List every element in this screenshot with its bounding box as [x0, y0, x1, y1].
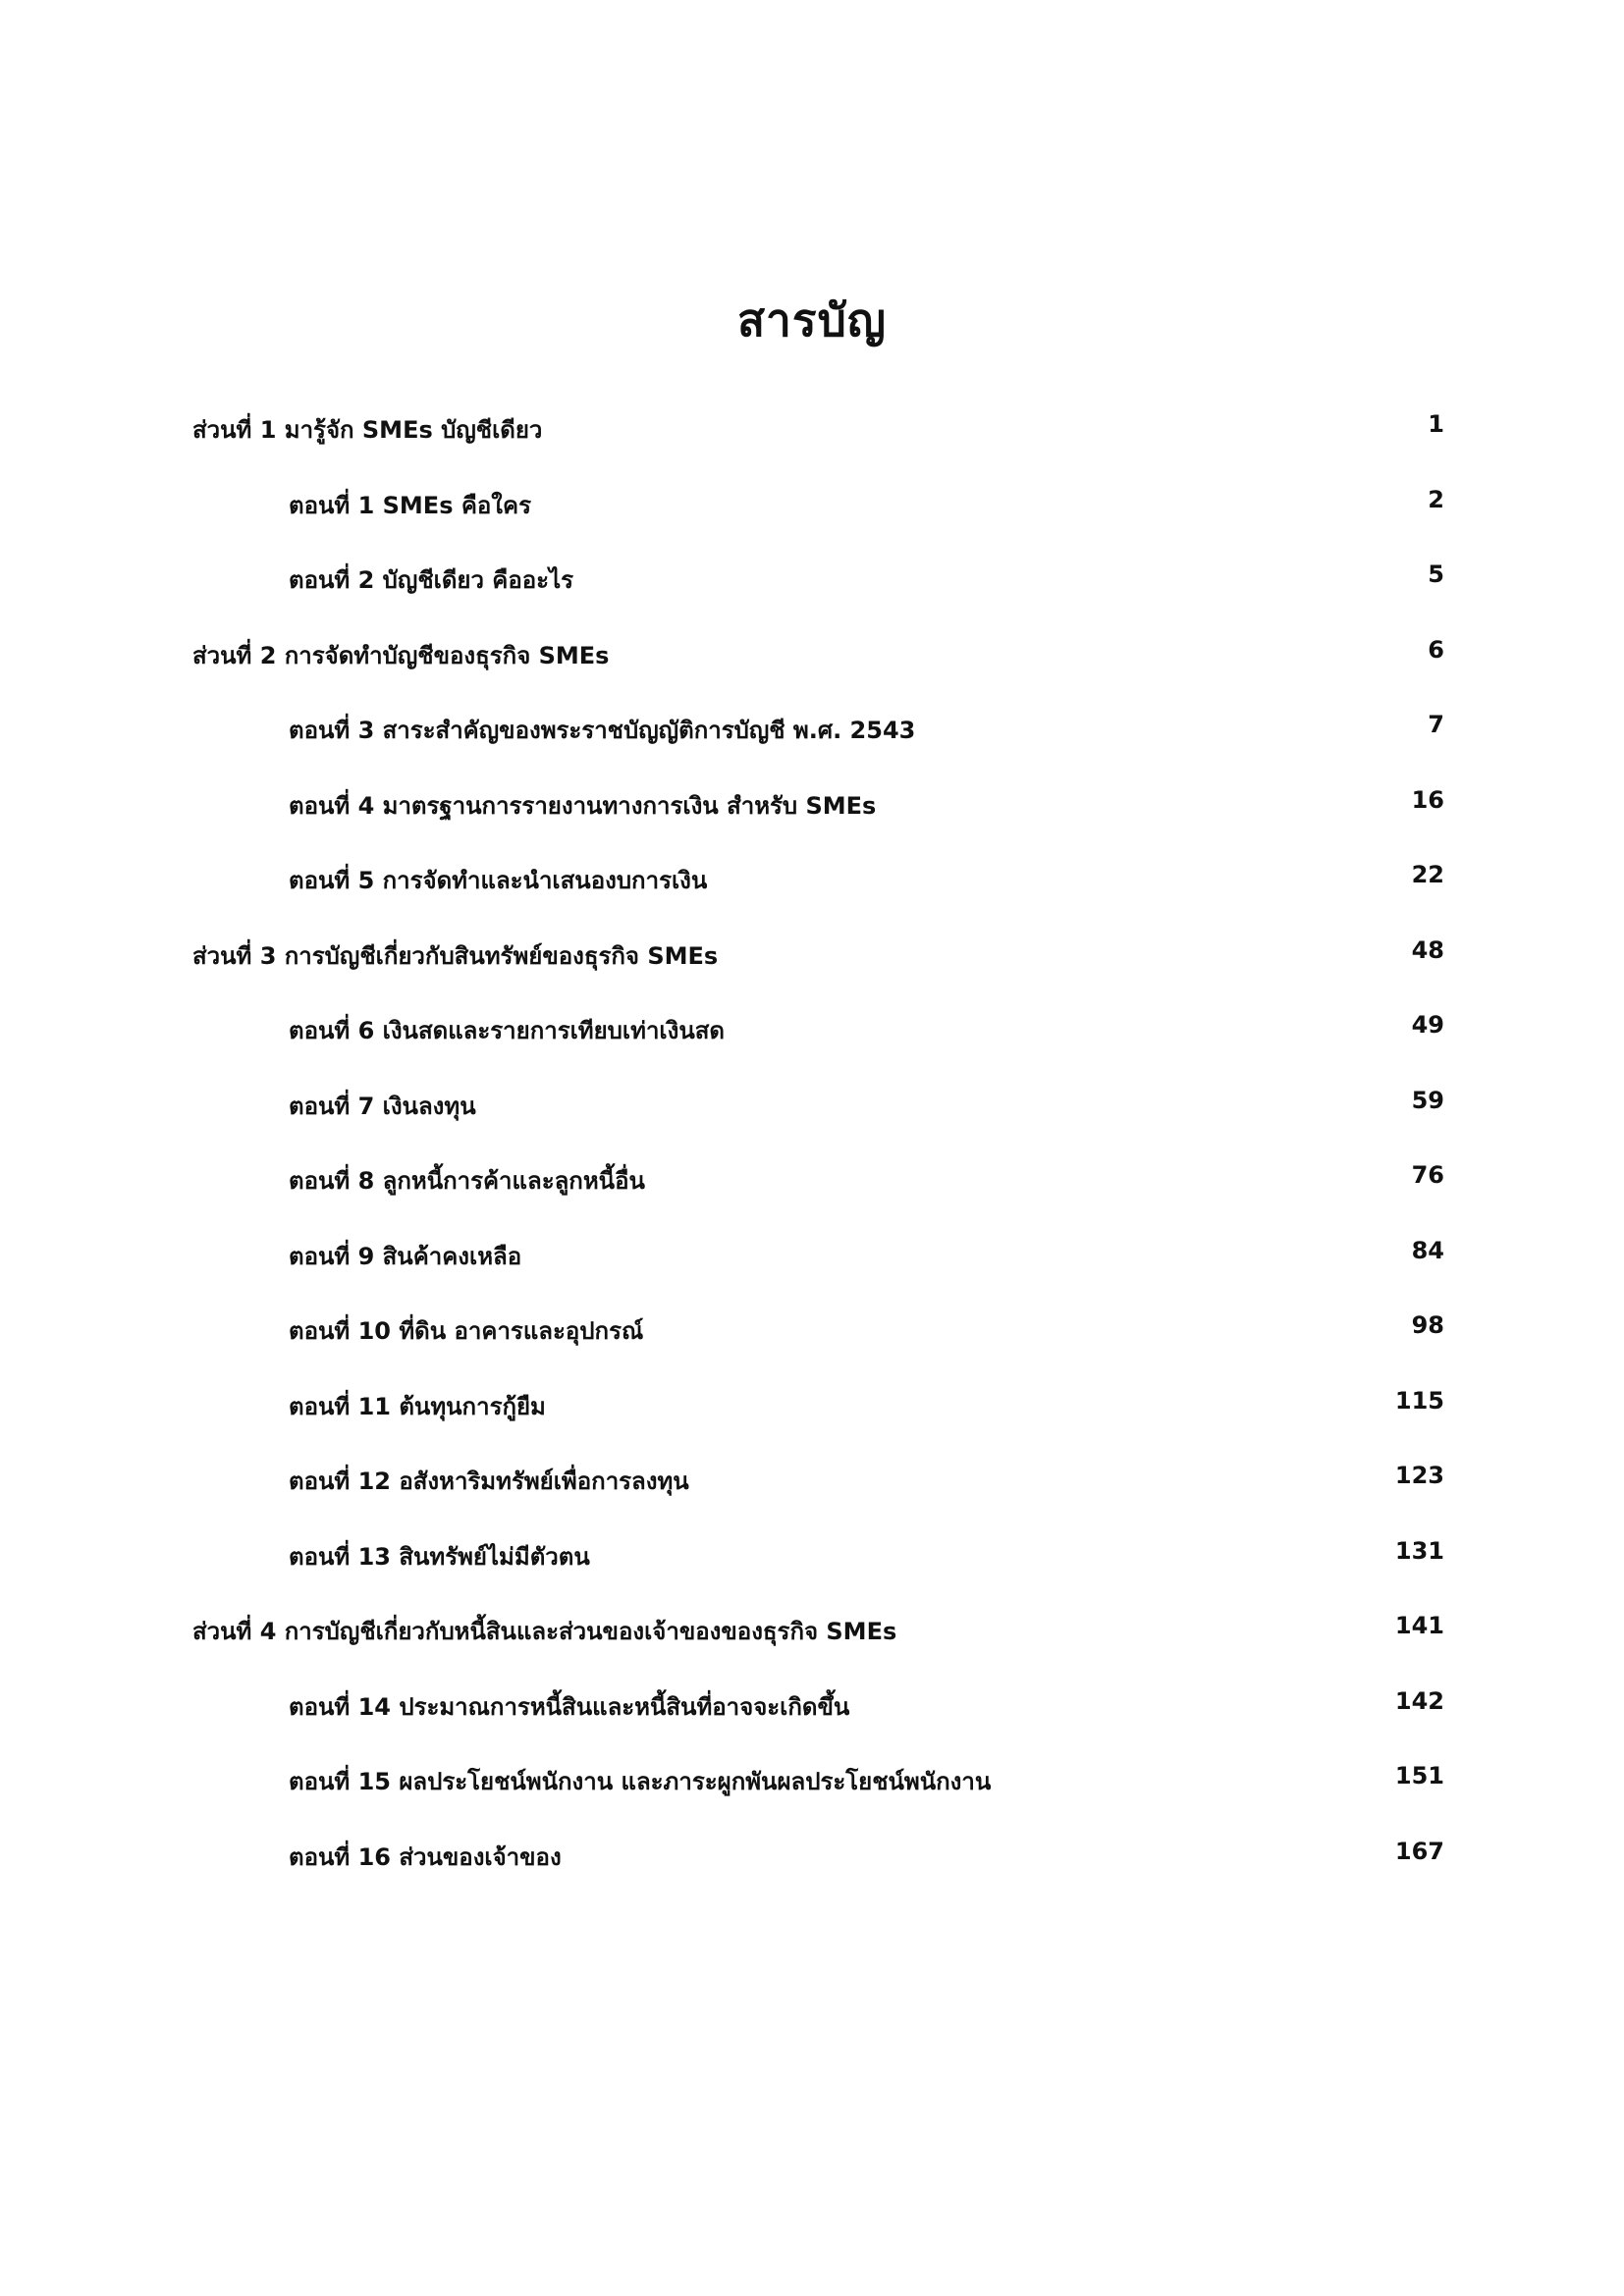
- toc-entry-chapter-10: [0, 1306, 1624, 1381]
- toc-entry-label: ตอนที่ 2 บัญชีเดียว คืออะไร: [289, 566, 574, 594]
- toc-entry-label: ตอนที่ 11 ต้นทุนการกู้ยืม: [289, 1392, 546, 1420]
- toc-entry-label: ตอนที่ 15 ผลประโยชน์พนักงาน และภาระผูกพันผลประโยชน์พนักงาน: [289, 1768, 992, 1795]
- toc-entry-page: 131: [1394, 1536, 1444, 1565]
- toc-entry-page: 48: [1411, 935, 1444, 964]
- table-of-contents: [0, 404, 1624, 1906]
- toc-entry-part-1: [0, 404, 1624, 480]
- toc-entry-chapter-16: [0, 1832, 1624, 1907]
- toc-entry-label: ส่วนที่ 3 การบัญชีเกี่ยวกับสินทรัพย์ของธุรกิจ SMEs: [192, 941, 719, 970]
- toc-entry-page: 141: [1394, 1612, 1444, 1639]
- toc-entry-chapter-4: [0, 780, 1624, 856]
- toc-entry-label: ตอนที่ 4 มาตรฐานการรายงานทางการเงิน สำหรับ SMEs: [289, 791, 877, 820]
- toc-entry-label: ตอนที่ 10 ที่ดิน อาคารและอุปกรณ์: [289, 1317, 644, 1345]
- toc-entry-label: ตอนที่ 3 สาระสำคัญของพระราชบัญญัติการบัญชี พ.ศ. 2543: [289, 717, 916, 744]
- toc-entry-page: 1: [1428, 410, 1444, 438]
- toc-entry-chapter-5: [0, 855, 1624, 931]
- toc-entry-chapter-1: [0, 480, 1624, 556]
- toc-entry-page: 84: [1411, 1236, 1444, 1264]
- toc-entry-part-4: [0, 1606, 1624, 1682]
- page-title: สารบัญ: [736, 294, 887, 347]
- toc-entry-page: 2: [1428, 485, 1444, 513]
- toc-entry-page: 5: [1428, 561, 1444, 588]
- toc-entry-chapter-13: [0, 1531, 1624, 1607]
- toc-entry-page: 49: [1411, 1011, 1444, 1039]
- toc-entry-chapter-15: [0, 1756, 1624, 1832]
- toc-entry-label: ตอนที่ 12 อสังหาริมทรัพย์เพื่อการลงทุน: [289, 1468, 689, 1495]
- toc-entry-chapter-7: [0, 1081, 1624, 1156]
- toc-entry-page: 22: [1411, 861, 1444, 888]
- toc-entry-part-3: [0, 931, 1624, 1006]
- toc-entry-page: 123: [1394, 1462, 1444, 1489]
- toc-entry-page: 16: [1411, 785, 1444, 814]
- toc-entry-label: ตอนที่ 6 เงินสดและรายการเทียบเท่าเงินสด: [289, 1017, 725, 1044]
- toc-entry-label: ส่วนที่ 4 การบัญชีเกี่ยวกับหนี้สินและส่วนของเจ้าของของธุรกิจ SMEs: [192, 1618, 897, 1645]
- toc-entry-page: 167: [1394, 1837, 1444, 1865]
- toc-entry-label: ตอนที่ 7 เงินลงทุน: [289, 1092, 476, 1120]
- toc-entry-page: 7: [1428, 711, 1444, 738]
- toc-entry-part-2: [0, 630, 1624, 706]
- toc-entry-label: ตอนที่ 14 ประมาณการหนี้สินและหนี้สินที่อาจจะเกิดขึ้น: [289, 1692, 850, 1721]
- toc-entry-chapter-14: [0, 1682, 1624, 1757]
- toc-entry-page: 115: [1394, 1386, 1444, 1415]
- toc-entry-page: 151: [1394, 1762, 1444, 1789]
- toc-entry-label: ตอนที่ 8 ลูกหนี้การค้าและลูกหนี้อื่น: [289, 1167, 645, 1195]
- toc-entry-label: ส่วนที่ 1 มารู้จัก SMEs บัญชีเดียว: [192, 416, 543, 444]
- toc-entry-label: ตอนที่ 5 การจัดทำและนำเสนองบการเงิน: [289, 867, 708, 894]
- toc-entry-chapter-12: [0, 1456, 1624, 1531]
- toc-entry-label: ตอนที่ 1 SMEs คือใคร: [289, 491, 531, 519]
- toc-entry-chapter-3: [0, 705, 1624, 780]
- toc-entry-page: 142: [1394, 1686, 1444, 1715]
- toc-entry-chapter-6: [0, 1005, 1624, 1081]
- toc-entry-chapter-8: [0, 1155, 1624, 1231]
- toc-entry-page: 98: [1411, 1311, 1444, 1339]
- toc-entry-label: ตอนที่ 13 สินทรัพย์ไม่มีตัวตน: [289, 1542, 590, 1571]
- toc-entry-page: 6: [1428, 635, 1444, 664]
- toc-entry-chapter-9: [0, 1231, 1624, 1307]
- toc-entry-page: 76: [1411, 1161, 1444, 1189]
- toc-entry-page: 59: [1411, 1086, 1444, 1114]
- toc-entry-label: ตอนที่ 16 ส่วนของเจ้าของ: [289, 1842, 562, 1871]
- toc-entry-label: ส่วนที่ 2 การจัดทำบัญชีของธุรกิจ SMEs: [192, 641, 610, 669]
- toc-entry-label: ตอนที่ 9 สินค้าคงเหลือ: [289, 1242, 522, 1270]
- toc-entry-chapter-11: [0, 1381, 1624, 1457]
- toc-entry-chapter-2: [0, 555, 1624, 630]
